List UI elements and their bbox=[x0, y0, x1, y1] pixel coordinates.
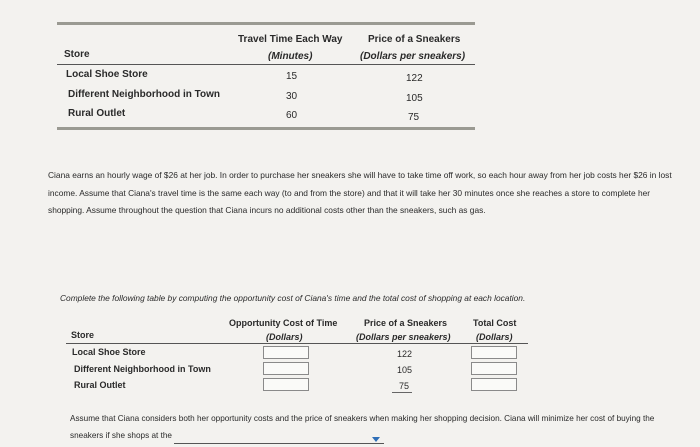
row-travel-time: 30 bbox=[286, 91, 298, 102]
header-price: Price of a Sneakers bbox=[364, 318, 448, 328]
final-question-text: Assume that Ciana considers both her opportunity costs and the price of sneakers when making her shopping decision. Ciana will minimize her cost of buying the sneakers if she shops at the bbox=[70, 414, 655, 440]
table-instruction: Complete the following table by computing the opportunity cost of Ciana's time and the total cost of shopping at each location. bbox=[60, 293, 526, 303]
header-opportunity-units: (Dollars) bbox=[266, 332, 303, 342]
header-price: Price of a Sneakers bbox=[368, 34, 461, 45]
row-store-name: Local Shoe Store bbox=[72, 347, 146, 357]
table-header-rule bbox=[57, 64, 475, 65]
table-top-rule bbox=[57, 22, 475, 25]
row-store-name: Rural Outlet bbox=[74, 380, 126, 390]
table-header-rule bbox=[66, 343, 528, 344]
table-price-underline bbox=[392, 392, 412, 393]
table-bottom-rule bbox=[57, 127, 475, 130]
problem-description: Ciana earns an hourly wage of $26 at her job. In order to purchase her sneakers she will have to take time off work, so each hour away from her job costs her $26 in lost income. Assume that Ciana's travel time is the same each way (to and from the store) and that it will take her 30 minutes once she reaches a store to complete her shopping. Assume throughout the question that Ciana incurs no additional costs other than the sneakers, such as gas. bbox=[48, 170, 672, 215]
row-store-name: Rural Outlet bbox=[68, 108, 126, 119]
row-price: 105 bbox=[406, 93, 423, 104]
opportunity-cost-input-rural[interactable] bbox=[263, 378, 309, 391]
row-store-name: Local Shoe Store bbox=[66, 69, 148, 80]
row-price: 105 bbox=[397, 365, 413, 375]
row-price: 75 bbox=[408, 112, 420, 123]
opportunity-cost-input-neighborhood[interactable] bbox=[263, 362, 309, 375]
header-price-units: (Dollars per sneakers) bbox=[360, 51, 466, 62]
header-store: Store bbox=[64, 49, 90, 60]
row-travel-time: 15 bbox=[286, 71, 298, 82]
row-store-name: Different Neighborhood in Town bbox=[68, 89, 221, 100]
header-travel-time: Travel Time Each Way bbox=[238, 34, 343, 45]
opportunity-cost-input-local[interactable] bbox=[263, 346, 309, 359]
total-cost-input-rural[interactable] bbox=[471, 378, 517, 391]
header-store: Store bbox=[71, 330, 95, 340]
header-total-cost: Total Cost bbox=[473, 318, 517, 328]
header-price-units: (Dollars per sneakers) bbox=[356, 332, 451, 342]
row-price: 122 bbox=[406, 73, 423, 84]
row-price: 122 bbox=[397, 349, 413, 359]
header-total-units: (Dollars) bbox=[476, 332, 513, 342]
store-choice-dropdown[interactable] bbox=[174, 433, 384, 444]
row-travel-time: 60 bbox=[286, 110, 298, 121]
header-travel-units: (Minutes) bbox=[268, 51, 313, 62]
row-store-name: Different Neighborhood in Town bbox=[74, 364, 211, 374]
total-cost-input-neighborhood[interactable] bbox=[471, 362, 517, 375]
row-price: 75 bbox=[399, 381, 410, 391]
dropdown-arrow-icon bbox=[372, 437, 380, 442]
total-cost-input-local[interactable] bbox=[471, 346, 517, 359]
final-question bbox=[70, 410, 680, 444]
header-opportunity-cost: Opportunity Cost of Time bbox=[229, 318, 338, 328]
